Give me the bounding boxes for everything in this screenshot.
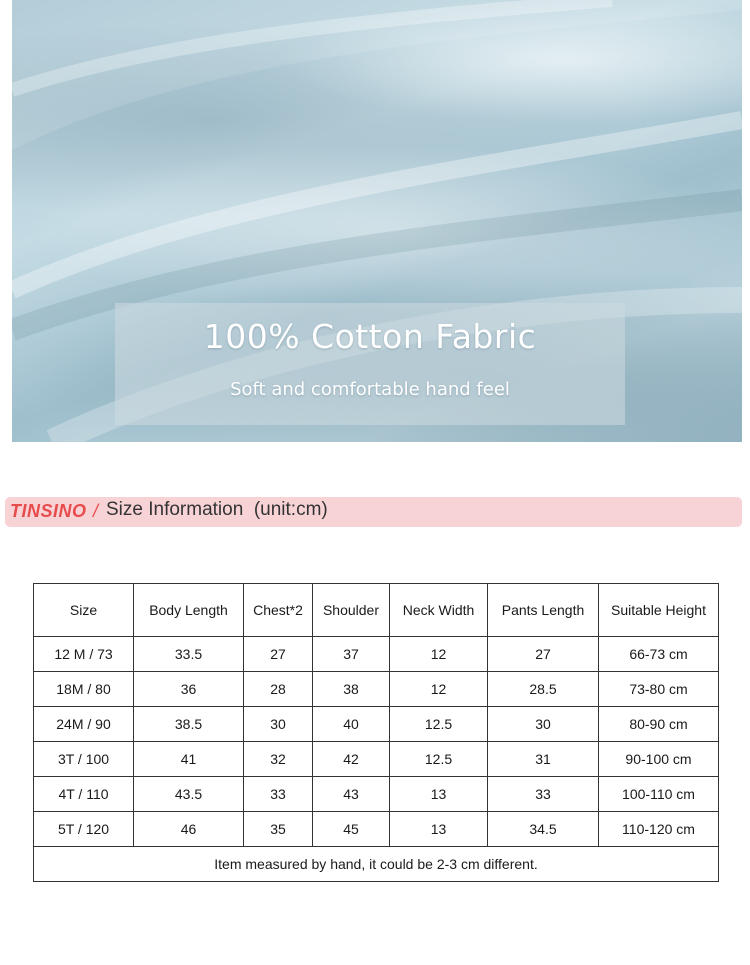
table-cell: 73-80 cm	[599, 672, 719, 707]
brand-separator: /	[93, 501, 99, 521]
column-header: Suitable Height	[599, 584, 719, 637]
table-cell: 12 M / 73	[34, 637, 134, 672]
table-cell: 33	[488, 777, 599, 812]
table-cell: 12.5	[390, 707, 488, 742]
column-header: Pants Length	[488, 584, 599, 637]
table-cell: 90-100 cm	[599, 742, 719, 777]
table-cell: 31	[488, 742, 599, 777]
hero-title: 100% Cotton Fabric	[203, 317, 537, 356]
table-cell: 37	[313, 637, 390, 672]
size-info-banner	[5, 497, 742, 527]
table-cell: 30	[244, 707, 313, 742]
hero-subtitle: Soft and comfortable hand feel	[230, 379, 510, 400]
table-cell: 12	[390, 637, 488, 672]
table-row	[34, 637, 719, 672]
column-header: Chest*2	[244, 584, 313, 637]
size-table	[33, 583, 719, 882]
table-cell: 80-90 cm	[599, 707, 719, 742]
table-cell: 13	[390, 812, 488, 847]
table-cell: 28	[244, 672, 313, 707]
table-cell: 27	[488, 637, 599, 672]
fabric-photo	[12, 0, 742, 442]
table-cell: 5T / 120	[34, 812, 134, 847]
table-cell: 110-120 cm	[599, 812, 719, 847]
table-cell: 13	[390, 777, 488, 812]
table-row	[34, 742, 719, 777]
table-row	[34, 707, 719, 742]
table-row	[34, 812, 719, 847]
table-note-row	[34, 847, 719, 882]
section-title: Size Information (unit:cm)	[106, 499, 328, 520]
table-cell: 100-110 cm	[599, 777, 719, 812]
table-cell: 24M / 90	[34, 707, 134, 742]
table-cell: 3T / 100	[34, 742, 134, 777]
table-cell: 40	[313, 707, 390, 742]
table-cell: 45	[313, 812, 390, 847]
table-cell: 33	[244, 777, 313, 812]
table-cell: 12.5	[390, 742, 488, 777]
table-cell: 34.5	[488, 812, 599, 847]
table-cell: 28.5	[488, 672, 599, 707]
table-cell: 12	[390, 672, 488, 707]
column-header: Size	[34, 584, 134, 637]
table-cell: 38	[313, 672, 390, 707]
table-cell: 42	[313, 742, 390, 777]
table-cell: 66-73 cm	[599, 637, 719, 672]
column-header: Body Length	[134, 584, 244, 637]
table-cell: 41	[134, 742, 244, 777]
table-cell: 46	[134, 812, 244, 847]
column-header: Neck Width	[390, 584, 488, 637]
table-cell: 38.5	[134, 707, 244, 742]
table-row	[34, 777, 719, 812]
table-header-row	[34, 584, 719, 637]
table-cell: 43	[313, 777, 390, 812]
table-cell: 4T / 110	[34, 777, 134, 812]
table-cell: 27	[244, 637, 313, 672]
table-cell: 36	[134, 672, 244, 707]
column-header: Shoulder	[313, 584, 390, 637]
measurement-note: Item measured by hand, it could be 2-3 cm different.	[34, 847, 719, 882]
table-cell: 33.5	[134, 637, 244, 672]
brand-name: TINSINO	[10, 501, 87, 521]
hero-caption-box	[115, 303, 625, 425]
table-cell: 18M / 80	[34, 672, 134, 707]
table-cell: 35	[244, 812, 313, 847]
table-cell: 30	[488, 707, 599, 742]
table-cell: 43.5	[134, 777, 244, 812]
table-cell: 32	[244, 742, 313, 777]
table-row	[34, 672, 719, 707]
